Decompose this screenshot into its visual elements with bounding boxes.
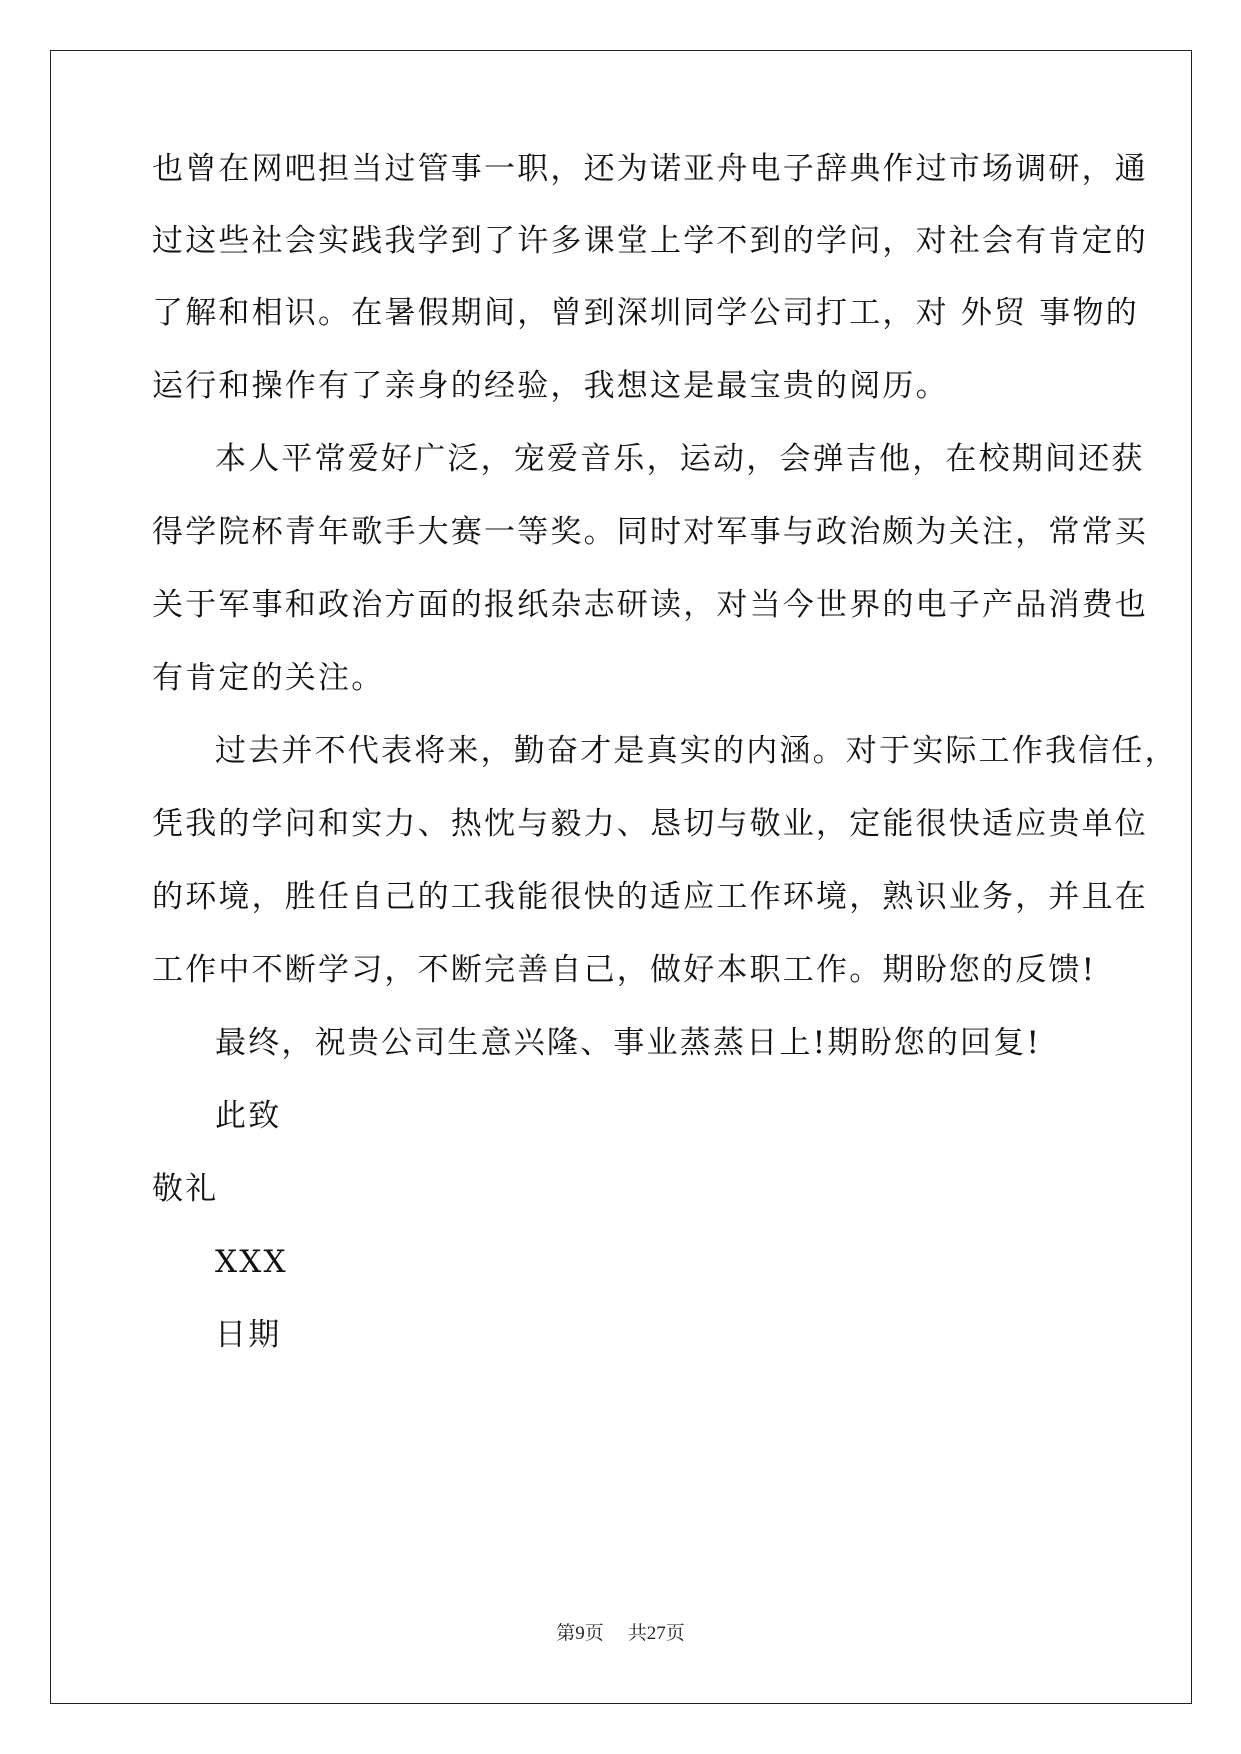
body-line: 也曾在网吧担当过管事一职，还为诺亚舟电子辞典作过市场调研，通: [152, 151, 1148, 187]
page-footer: [0, 1618, 1241, 1645]
body-line: 了解和相识。在暑假期间，曾到深圳同学公司打工，对 外贸 事物的: [152, 295, 1139, 331]
body-line: 有肯定的关注。: [152, 660, 385, 696]
body-line: 运行和操作有了亲身的经验，我想这是最宝贵的阅历。: [152, 368, 949, 404]
signature-name: XXX: [215, 1244, 288, 1280]
body-line: 工作中不断学习，不断完善自己，做好本职工作。期盼您的反馈!: [152, 952, 1097, 988]
page-number: 第9页: [556, 1623, 604, 1644]
signature-date: 日期: [215, 1317, 282, 1353]
body-line: 凭我的学问和实力、热忱与毅力、恳切与敬业，定能很快适应贵单位: [152, 806, 1148, 842]
body-line: 的环境，胜任自己的工我能很快的适应工作环境，熟识业务，并且在: [152, 879, 1148, 915]
salutation: 敬礼: [152, 1171, 219, 1207]
paragraph-start: 过去并不代表将来，勤奋才是真实的内涵。对于实际工作我信任，: [215, 733, 1178, 769]
closing-phrase: 此致: [215, 1098, 282, 1134]
body-line: 关于军事和政治方面的报纸杂志研读，对当今世界的电子产品消费也: [152, 587, 1148, 623]
closing-wish: 最终，祝贵公司生意兴隆、事业蒸蒸日上!期盼您的回复!: [215, 1025, 1042, 1061]
page-total: 共27页: [627, 1623, 685, 1644]
paragraph-start: 本人平常爱好广泛，宠爱音乐，运动，会弹吉他，在校期间还获: [215, 441, 1145, 477]
body-line: 得学院杯青年歌手大赛一等奖。同时对军事与政治颇为关注，常常买: [152, 514, 1148, 550]
body-line: 过这些社会实践我学到了许多课堂上学不到的学问，对社会有肯定的: [152, 223, 1148, 259]
